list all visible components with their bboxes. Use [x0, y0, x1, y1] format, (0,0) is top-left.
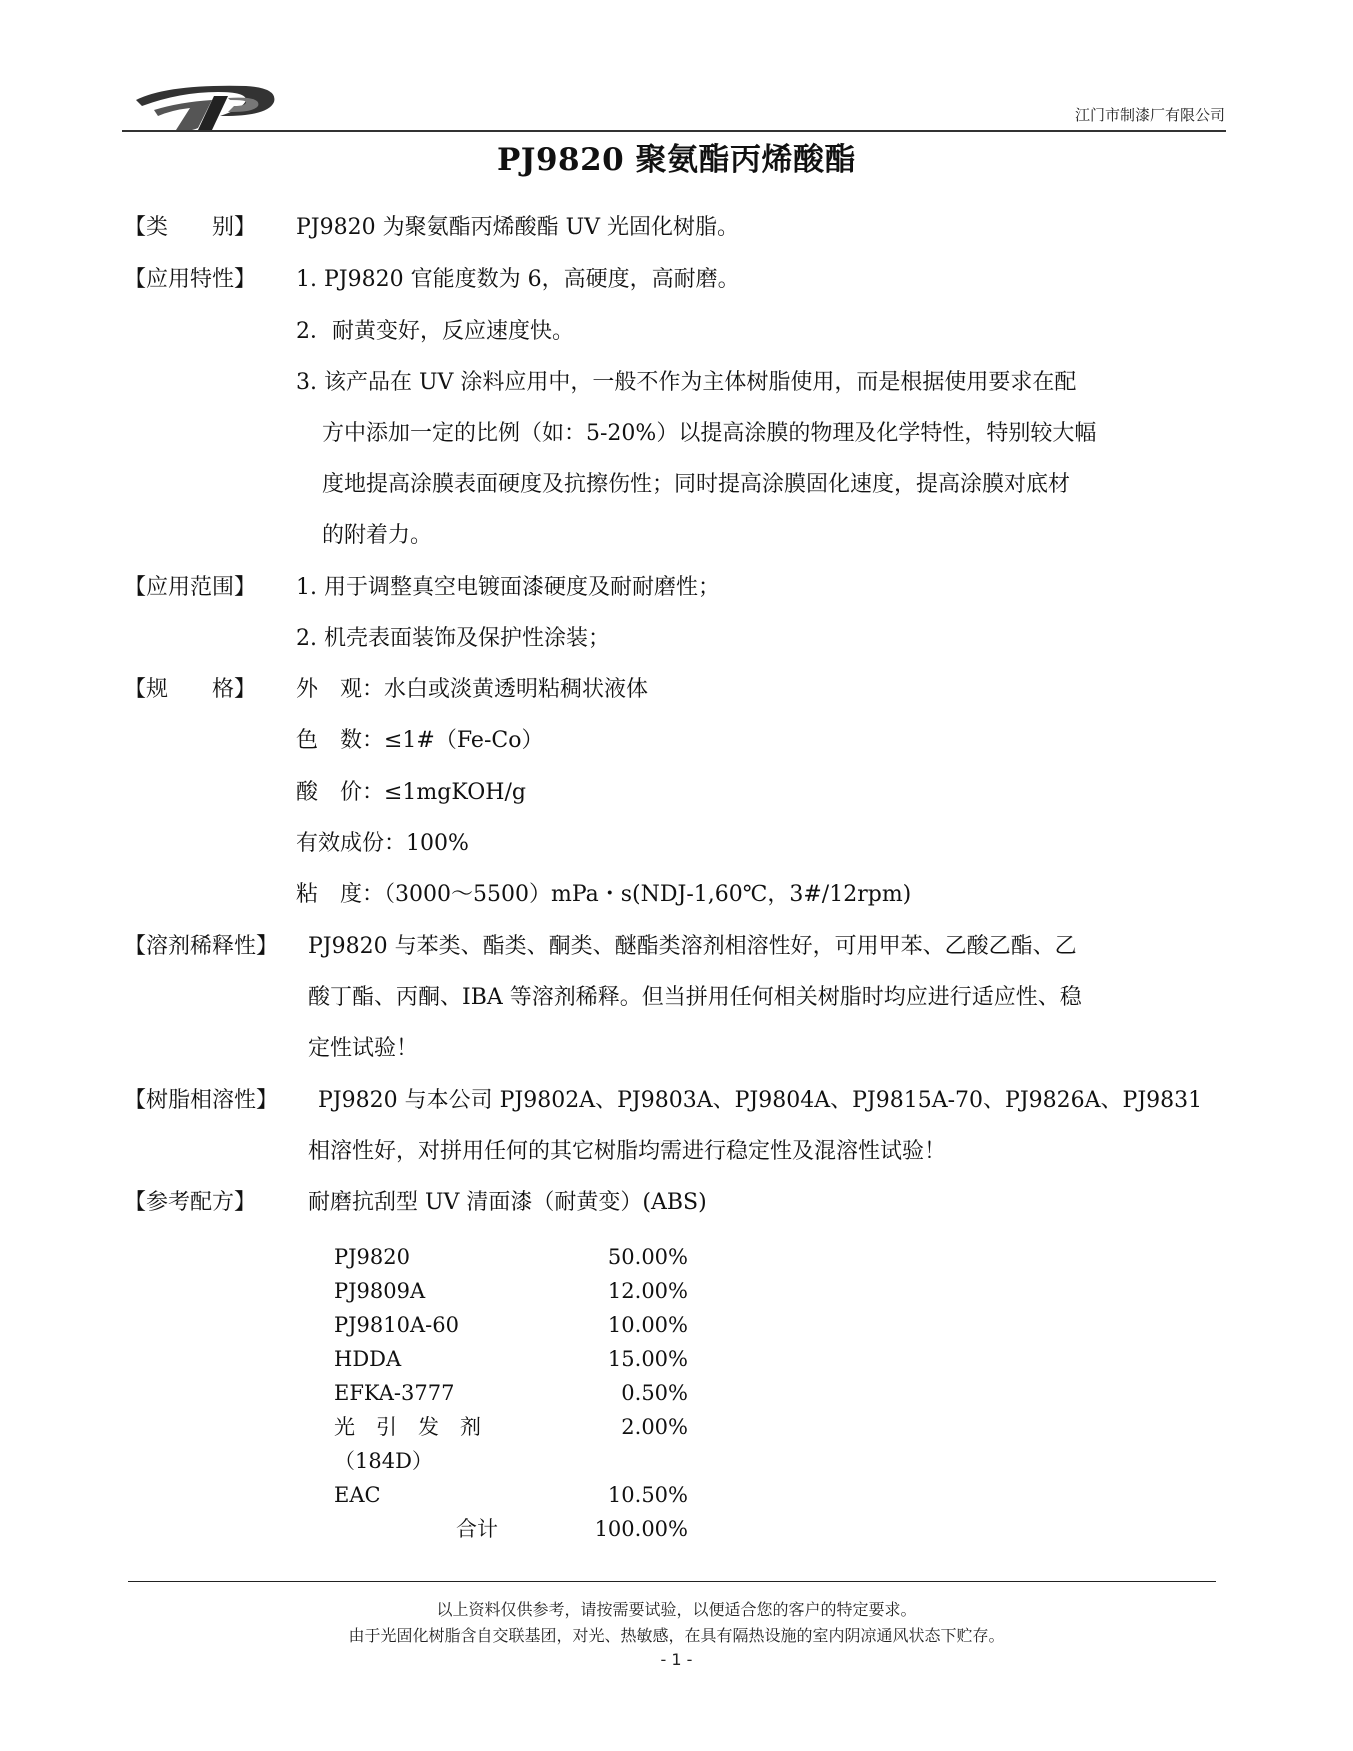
header-divider — [122, 130, 1226, 132]
spec-item: 有效成份：100% — [296, 831, 469, 856]
features-item: 3. 该产品在 UV 涂料应用中，一般不作为主体树脂使用，而是根据使用要求在配 — [296, 370, 1077, 395]
scope-label: 【应用范围】 — [124, 575, 257, 600]
features-item: 的附着力。 — [322, 523, 433, 548]
formula-amount: 15.00% — [607, 1347, 688, 1371]
formula-ingredient: HDDA — [334, 1347, 402, 1371]
spec-item: 色 数：≤1#（Fe-Co） — [296, 728, 544, 753]
footer-note-1: 以上资料仅供参考，请按需要试验，以便适合您的客户的特定要求。 — [436, 1600, 917, 1619]
features-label: 【应用特性】 — [124, 267, 257, 292]
formula-total-value: 100.00% — [594, 1517, 688, 1541]
formula-ingredient: 光 引 发 剂 — [334, 1415, 481, 1439]
formula-ingredient: PJ9820 — [334, 1245, 410, 1269]
formula-ingredient: PJ9809A — [334, 1279, 426, 1303]
formula-total-label: 合计 — [456, 1517, 498, 1541]
footer-note-2: 由于光固化树脂含自交联基团，对光、热敏感，在具有隔热设施的室内阴凉通风状态下贮存。 — [348, 1626, 1005, 1645]
compat-item: PJ9820 与本公司 PJ9802A、PJ9803A、PJ9804A、PJ9815A-70、PJ9826A、PJ9831 — [318, 1088, 1203, 1113]
spec-item: 粘 度：（3000～5500）mPa・s(NDJ-1,60℃，3#/12rpm) — [296, 882, 912, 907]
formula-label: 【参考配方】 — [124, 1190, 257, 1215]
company-name: 江门市制漆厂有限公司 — [1074, 106, 1225, 124]
formula-amount: 50.00% — [607, 1245, 688, 1269]
compat-label: 【树脂相溶性】 — [124, 1088, 279, 1113]
pj-logo-icon — [128, 78, 288, 134]
features-item: 方中添加一定的比例（如：5-20%）以提高涂膜的物理及化学特性，特别较大幅 — [322, 421, 1097, 446]
scope-item: 1. 用于调整真空电镀面漆硬度及耐耐磨性； — [296, 575, 720, 600]
formula-ingredient: PJ9810A-60 — [334, 1313, 459, 1337]
formula-amount: 10.00% — [607, 1313, 688, 1337]
formula-ingredient: EFKA-3777 — [334, 1381, 455, 1405]
formula-amount: 0.50% — [621, 1381, 688, 1405]
formula-title: 耐磨抗刮型 UV 清面漆（耐黄变）(ABS) — [308, 1190, 707, 1215]
page-number: - 1 - — [660, 1650, 693, 1669]
compat-item: 相溶性好，对拼用任何的其它树脂均需进行稳定性及混溶性试验！ — [308, 1139, 947, 1164]
features-item: 1. PJ9820 官能度数为 6，高硬度，高耐磨。 — [296, 267, 740, 292]
spec-label: 【规 格】 — [124, 677, 257, 702]
page-title: PJ9820 聚氨酯丙烯酸酯 — [496, 142, 857, 178]
category-label: 【类 别】 — [124, 215, 257, 240]
formula-amount: 12.00% — [607, 1279, 688, 1303]
scope-item: 2. 机壳表面装饰及保护性涂装； — [296, 626, 610, 651]
formula-amount: 2.00% — [621, 1415, 688, 1439]
features-item: 度地提高涂膜表面硬度及抗擦伤性；同时提高涂膜固化速度，提高涂膜对底材 — [322, 472, 1071, 497]
spec-item: 酸 价：≤1mgKOH/g — [296, 780, 526, 805]
category-text: PJ9820 为聚氨酯丙烯酸酯 UV 光固化树脂。 — [296, 215, 740, 240]
footer-divider — [128, 1581, 1216, 1582]
solvent-item: PJ9820 与苯类、酯类、酮类、醚酯类溶剂相溶性好，可用甲苯、乙酸乙酯、乙 — [308, 934, 1077, 959]
formula-ingredient: EAC — [334, 1483, 381, 1507]
formula-amount: 10.50% — [607, 1483, 688, 1507]
solvent-label: 【溶剂稀释性】 — [124, 934, 279, 959]
solvent-item: 酸丁酯、丙酮、IBA 等溶剂稀释。但当拼用任何相关树脂时均应进行适应性、稳 — [308, 985, 1082, 1010]
spec-item: 外 观：水白或淡黄透明粘稠状液体 — [296, 677, 649, 702]
formula-ingredient: （184D） — [334, 1449, 433, 1473]
solvent-item: 定性试验！ — [308, 1036, 419, 1061]
features-item: 2．耐黄变好，反应速度快。 — [296, 319, 574, 344]
